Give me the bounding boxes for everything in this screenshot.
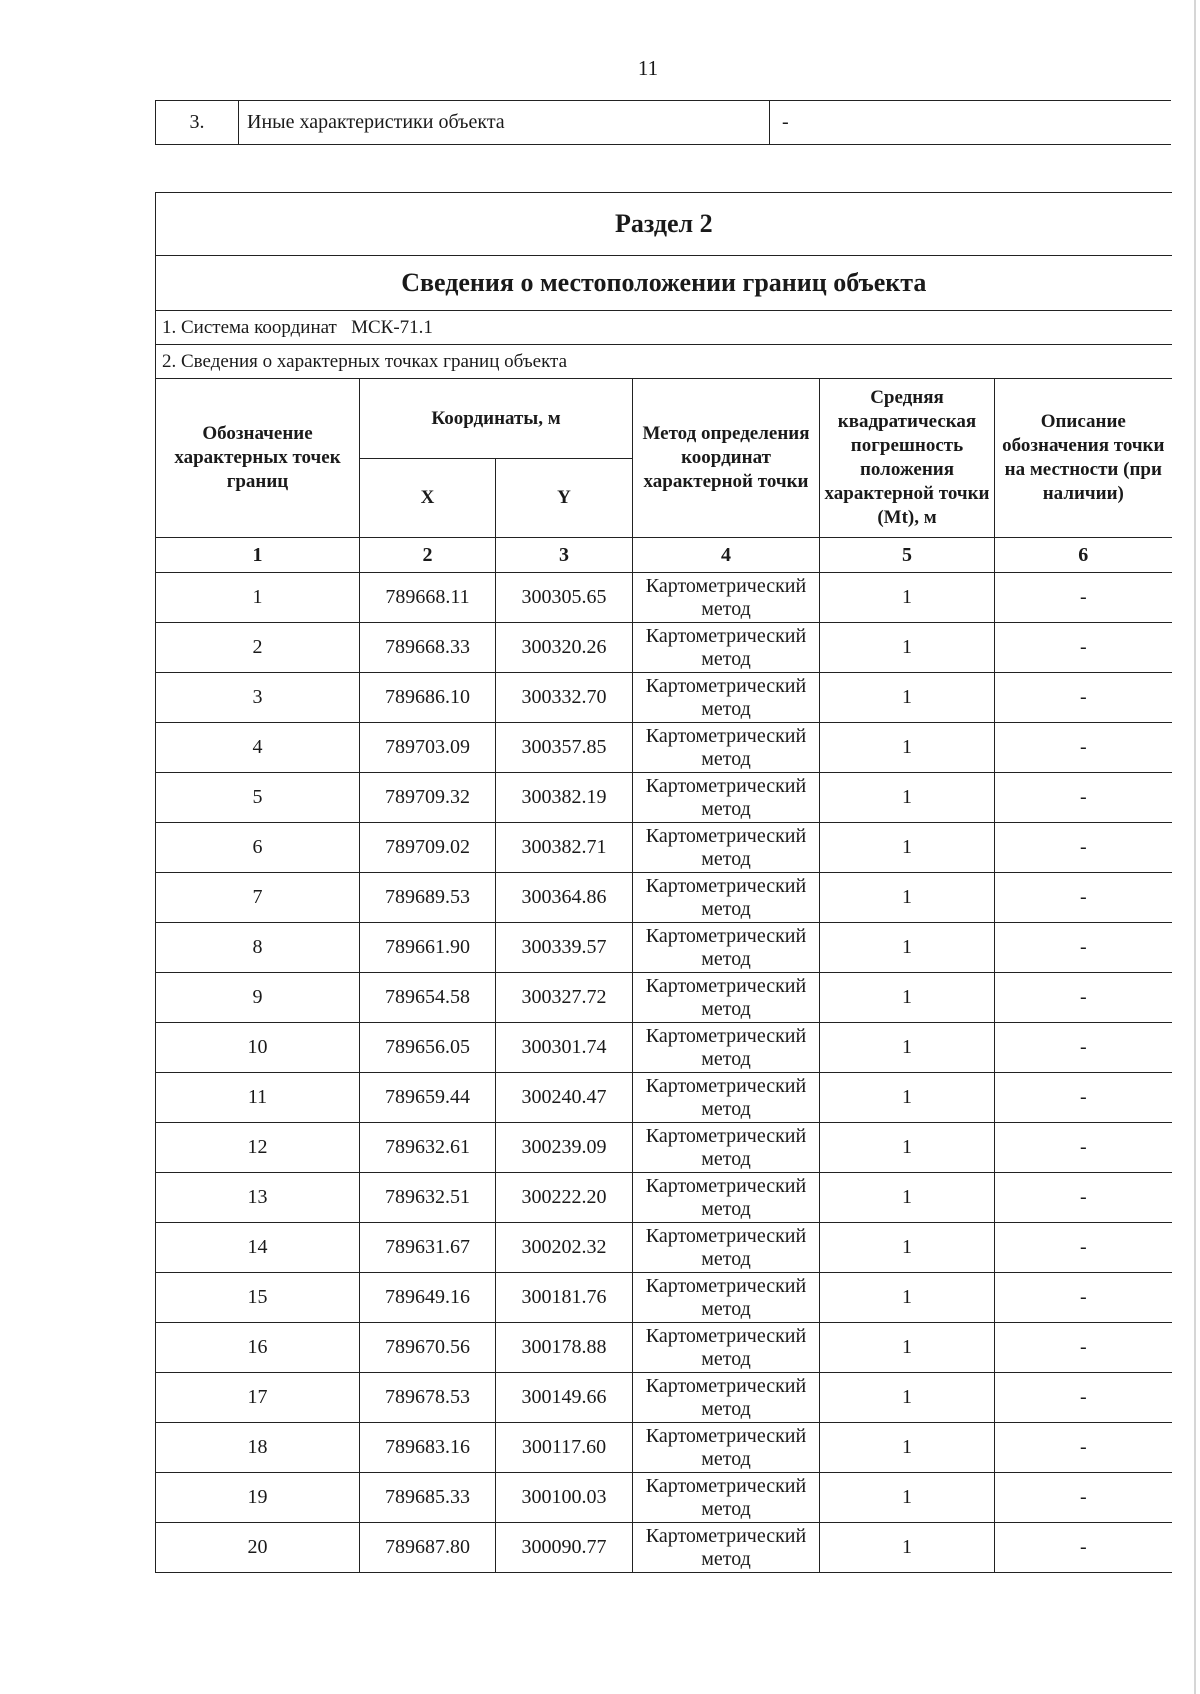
description: - <box>995 1473 1172 1523</box>
table-row <box>156 1023 1172 1073</box>
coordinate-system-row <box>156 311 1172 345</box>
coord-x: 789659.44 <box>360 1073 496 1123</box>
header-description: Описание обозначения точки на местности (при наличии) <box>995 379 1172 538</box>
method: Картометрический метод <box>633 573 820 623</box>
method: Картометрический метод <box>633 1223 820 1273</box>
description: - <box>995 723 1172 773</box>
table-row <box>156 1173 1172 1223</box>
coord-y: 300149.66 <box>496 1373 633 1423</box>
coord-x: 789661.90 <box>360 923 496 973</box>
coord-x: 789670.56 <box>360 1323 496 1373</box>
coord-x: 789683.16 <box>360 1423 496 1473</box>
point-id: 1 <box>156 573 360 623</box>
error-value: 1 <box>820 873 995 923</box>
table-row <box>156 1323 1172 1373</box>
coord-y: 300090.77 <box>496 1523 633 1573</box>
error-value: 1 <box>820 623 995 673</box>
header-x: X <box>360 459 496 538</box>
coord-y: 300364.86 <box>496 873 633 923</box>
method: Картометрический метод <box>633 973 820 1023</box>
table-row <box>156 1273 1172 1323</box>
coord-y: 300240.47 <box>496 1073 633 1123</box>
description: - <box>995 873 1172 923</box>
coord-x: 789654.58 <box>360 973 496 1023</box>
table-row <box>156 1073 1172 1123</box>
method: Картометрический метод <box>633 1173 820 1223</box>
description: - <box>995 773 1172 823</box>
coord-x: 789668.33 <box>360 623 496 673</box>
column-number: 3 <box>496 538 633 573</box>
description: - <box>995 1073 1172 1123</box>
table-row <box>156 723 1172 773</box>
description: - <box>995 1423 1172 1473</box>
coord-y: 300301.74 <box>496 1023 633 1073</box>
method: Картометрический метод <box>633 773 820 823</box>
table-row <box>156 973 1172 1023</box>
table-row <box>156 1223 1172 1273</box>
point-id: 6 <box>156 823 360 873</box>
header-y: Y <box>496 459 633 538</box>
header-coordinates: Координаты, м <box>360 379 633 459</box>
column-number: 5 <box>820 538 995 573</box>
description: - <box>995 1173 1172 1223</box>
coord-x: 789656.05 <box>360 1023 496 1073</box>
column-number-row <box>156 538 1172 573</box>
coord-y: 300222.20 <box>496 1173 633 1223</box>
error-value: 1 <box>820 1523 995 1573</box>
error-value: 1 <box>820 723 995 773</box>
coord-y: 300117.60 <box>496 1423 633 1473</box>
column-number: 1 <box>156 538 360 573</box>
point-id: 17 <box>156 1373 360 1423</box>
error-value: 1 <box>820 1373 995 1423</box>
coord-y: 300382.19 <box>496 773 633 823</box>
method: Картометрический метод <box>633 1123 820 1173</box>
coord-y: 300178.88 <box>496 1323 633 1373</box>
page-number: 11 <box>637 56 659 80</box>
point-id: 18 <box>156 1423 360 1473</box>
table-row <box>156 1473 1172 1523</box>
point-id: 15 <box>156 1273 360 1323</box>
coord-y: 300357.85 <box>496 723 633 773</box>
point-id: 11 <box>156 1073 360 1123</box>
header-method: Метод определения координат характерной точки <box>633 379 820 538</box>
coord-x: 789709.02 <box>360 823 496 873</box>
description: - <box>995 923 1172 973</box>
coord-x: 789678.53 <box>360 1373 496 1423</box>
coord-x: 789685.33 <box>360 1473 496 1523</box>
coordinate-system-label: 1. Система координат <box>162 316 337 338</box>
point-id: 5 <box>156 773 360 823</box>
coord-x: 789631.67 <box>360 1223 496 1273</box>
description: - <box>995 623 1172 673</box>
coord-x: 789703.09 <box>360 723 496 773</box>
error-value: 1 <box>820 1223 995 1273</box>
method: Картометрический метод <box>633 1423 820 1473</box>
error-value: 1 <box>820 923 995 973</box>
point-id: 4 <box>156 723 360 773</box>
method: Картометрический метод <box>633 1023 820 1073</box>
method: Картометрический метод <box>633 623 820 673</box>
point-id: 2 <box>156 623 360 673</box>
method: Картометрический метод <box>633 1373 820 1423</box>
table-row <box>156 1523 1172 1573</box>
row-label: Иные характеристики объекта <box>239 101 770 145</box>
coord-x: 789632.51 <box>360 1173 496 1223</box>
row-index: 3. <box>156 101 239 145</box>
method: Картометрический метод <box>633 723 820 773</box>
point-id: 14 <box>156 1223 360 1273</box>
error-value: 1 <box>820 1123 995 1173</box>
error-value: 1 <box>820 1473 995 1523</box>
description: - <box>995 673 1172 723</box>
error-value: 1 <box>820 1423 995 1473</box>
error-value: 1 <box>820 973 995 1023</box>
point-id: 7 <box>156 873 360 923</box>
error-value: 1 <box>820 1273 995 1323</box>
points-heading: 2. Сведения о характерных точках границ объекта <box>156 345 1172 379</box>
description: - <box>995 1123 1172 1173</box>
coord-y: 300320.26 <box>496 623 633 673</box>
method: Картометрический метод <box>633 923 820 973</box>
boundary-points-table <box>155 192 1172 1573</box>
point-id: 16 <box>156 1323 360 1373</box>
method: Картометрический метод <box>633 873 820 923</box>
point-id: 9 <box>156 973 360 1023</box>
description: - <box>995 1223 1172 1273</box>
point-id: 12 <box>156 1123 360 1173</box>
method: Картометрический метод <box>633 1273 820 1323</box>
table-row <box>156 1123 1172 1173</box>
error-value: 1 <box>820 1323 995 1373</box>
row-value: - <box>770 101 1172 145</box>
section-subtitle: Сведения о местоположении границ объекта <box>156 256 1172 311</box>
coord-y: 300202.32 <box>496 1223 633 1273</box>
table-row <box>156 101 1172 145</box>
coord-y: 300181.76 <box>496 1273 633 1323</box>
error-value: 1 <box>820 823 995 873</box>
column-number: 6 <box>995 538 1172 573</box>
coord-x: 789632.61 <box>360 1123 496 1173</box>
point-id: 8 <box>156 923 360 973</box>
page-edge-line <box>1194 0 1196 1694</box>
coord-x: 789668.11 <box>360 573 496 623</box>
method: Картометрический метод <box>633 1523 820 1573</box>
column-number: 4 <box>633 538 820 573</box>
description: - <box>995 1373 1172 1423</box>
description: - <box>995 1273 1172 1323</box>
table-row <box>156 673 1172 723</box>
table-row <box>156 1423 1172 1473</box>
coord-y: 300339.57 <box>496 923 633 973</box>
coord-y: 300239.09 <box>496 1123 633 1173</box>
coord-y: 300382.71 <box>496 823 633 873</box>
coord-x: 789687.80 <box>360 1523 496 1573</box>
description: - <box>995 573 1172 623</box>
coord-x: 789649.16 <box>360 1273 496 1323</box>
description: - <box>995 1523 1172 1573</box>
coord-x: 789689.53 <box>360 873 496 923</box>
error-value: 1 <box>820 1073 995 1123</box>
header-error: Средняя квадратическая погрешность положения характерной точки (Mt), м <box>820 379 995 538</box>
method: Картометрический метод <box>633 1073 820 1123</box>
coord-y: 300305.65 <box>496 573 633 623</box>
point-id: 10 <box>156 1023 360 1073</box>
column-number: 2 <box>360 538 496 573</box>
coord-y: 300100.03 <box>496 1473 633 1523</box>
point-id: 3 <box>156 673 360 723</box>
point-id: 19 <box>156 1473 360 1523</box>
error-value: 1 <box>820 1023 995 1073</box>
error-value: 1 <box>820 773 995 823</box>
object-characteristics-table <box>155 100 1171 145</box>
table-row <box>156 623 1172 673</box>
error-value: 1 <box>820 573 995 623</box>
point-id: 13 <box>156 1173 360 1223</box>
coord-x: 789686.10 <box>360 673 496 723</box>
description: - <box>995 1323 1172 1373</box>
coord-y: 300332.70 <box>496 673 633 723</box>
table-row <box>156 923 1172 973</box>
points-rows <box>156 573 1172 1573</box>
error-value: 1 <box>820 673 995 723</box>
description: - <box>995 973 1172 1023</box>
error-value: 1 <box>820 1173 995 1223</box>
coord-x: 789709.32 <box>360 773 496 823</box>
description: - <box>995 1023 1172 1073</box>
table-row <box>156 823 1172 873</box>
method: Картометрический метод <box>633 823 820 873</box>
table-row <box>156 773 1172 823</box>
section-title: Раздел 2 <box>156 193 1172 256</box>
description: - <box>995 823 1172 873</box>
coordinate-system-value: МСК-71.1 <box>351 316 433 338</box>
point-id: 20 <box>156 1523 360 1573</box>
table-row <box>156 1373 1172 1423</box>
table-row <box>156 573 1172 623</box>
method: Картометрический метод <box>633 1323 820 1373</box>
table-row <box>156 873 1172 923</box>
coord-y: 300327.72 <box>496 973 633 1023</box>
header-designation: Обозначение характерных точек границ <box>156 379 360 538</box>
method: Картометрический метод <box>633 673 820 723</box>
method: Картометрический метод <box>633 1473 820 1523</box>
